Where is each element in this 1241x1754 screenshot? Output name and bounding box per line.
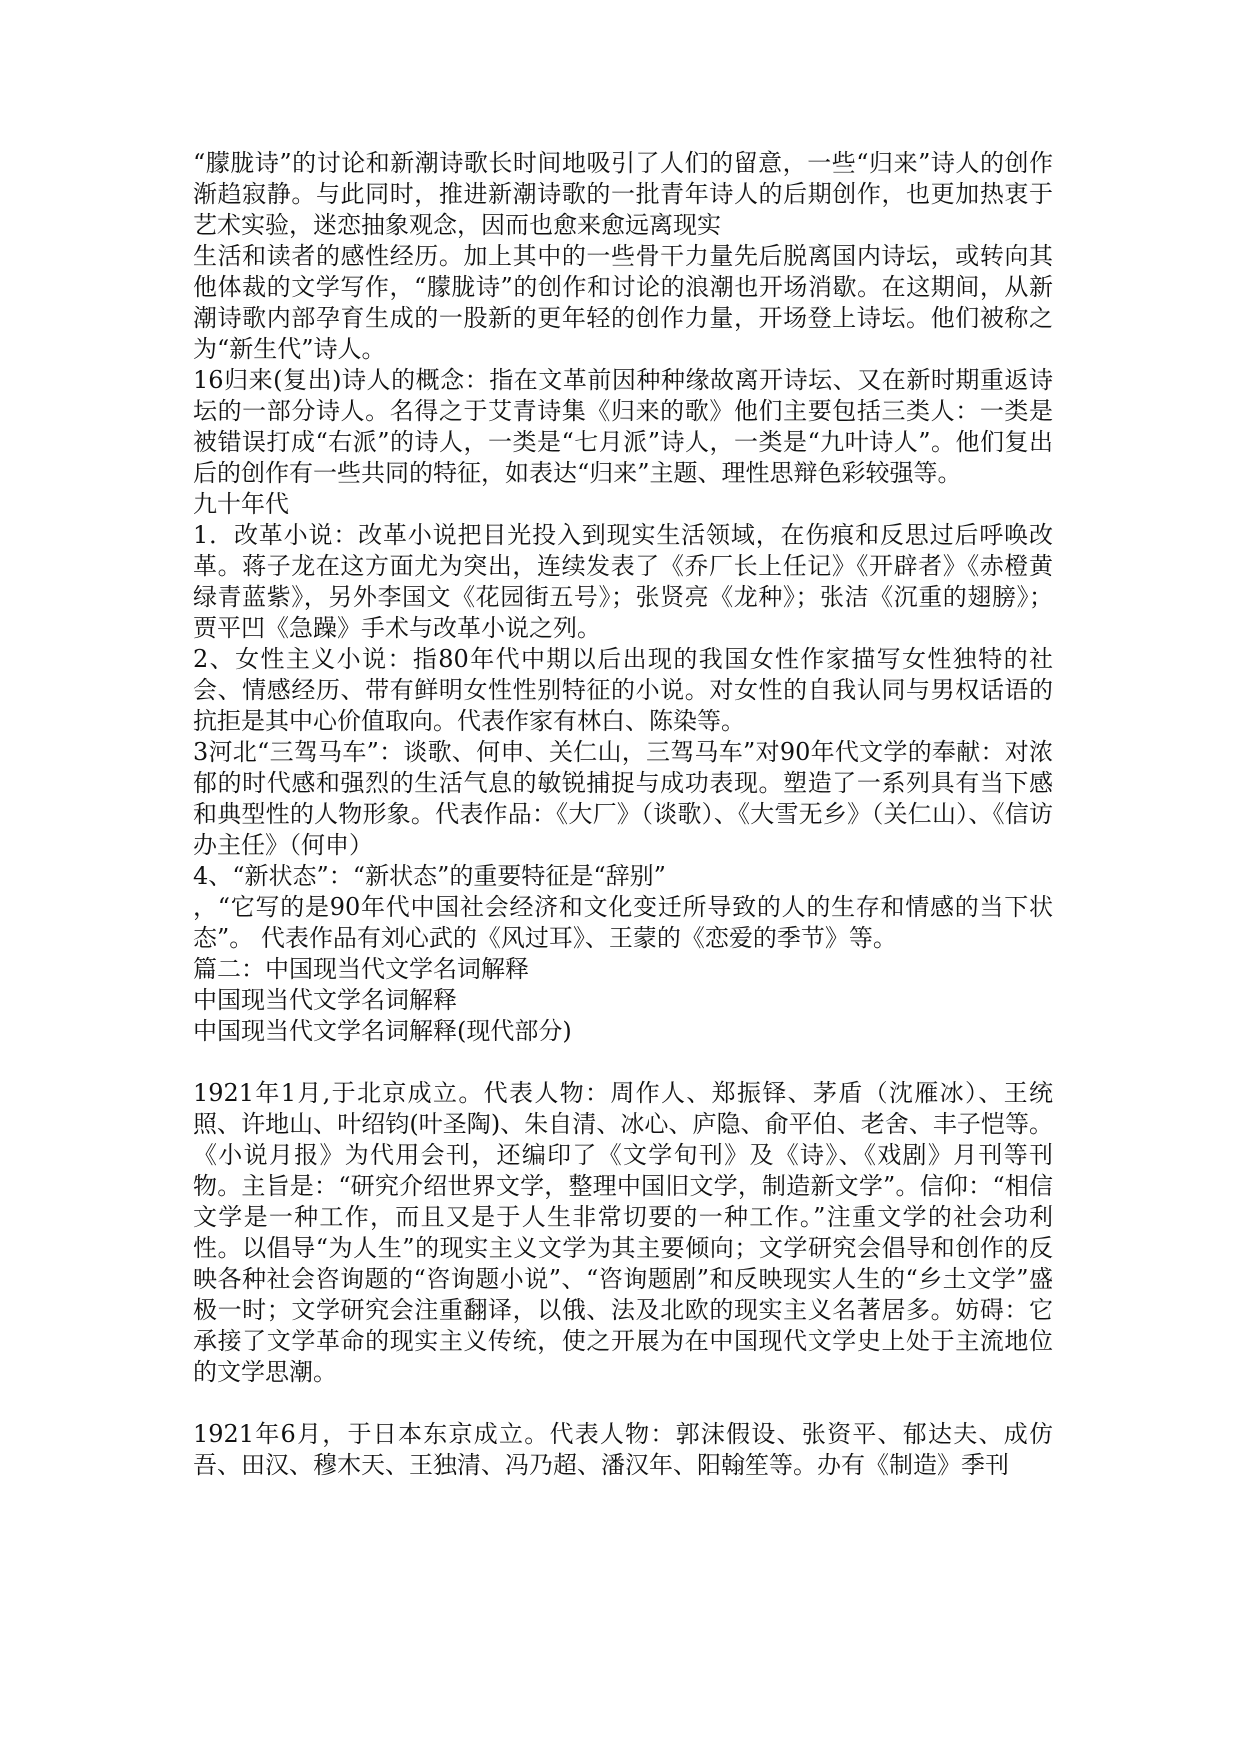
- heading-modern-section: 中国现当代文学名词解释(现代部分): [193, 1017, 572, 1045]
- blank-line: [193, 1388, 1053, 1419]
- paragraph-misty-poetry-decline: “朦胧诗”的讨论和新潮诗歌长时间地吸引了人们的留意，一些“归来”诗人的创作渐趋寂静。与此同时，推进新潮诗歌的一批青年诗人的后期创作，也更加热衷于艺术实验，迷恋抽象观念，因而也愈来愈远离现实: [193, 149, 1053, 239]
- paragraph-new-generation-poets: 生活和读者的感性经历。加上其中的一些骨干力量先后脱离国内诗坛，或转向其他体裁的文学写作，“朦胧诗”的创作和讨论的浪潮也开场消歇。在这期间，从新潮诗歌内部孕育生成的一股新的更年轻的创作力量，开场登上诗坛。他们被称之为“新生代”诗人。: [193, 242, 1053, 363]
- paragraph-new-state-title: 4、“新状态”：“新状态”的重要特征是“辞别”: [193, 862, 666, 890]
- section-heading-nineties: 九十年代: [193, 490, 289, 518]
- paragraph-new-state-body: ，“它写的是90年代中国社会经济和文化变迁所导致的人的生存和情感的当下状态”。 代表作品有刘心武的《风过耳》、王蒙的《恋爱的季节》等。: [193, 893, 1053, 952]
- document-page: [193, 148, 1053, 1481]
- paragraph-returning-poets: 16归来(复出)诗人的概念：指在文革前因种种缘故离开诗坛、又在新时期重返诗坛的一部分诗人。名得之于艾青诗集《归来的歌》他们主要包括三类人：一类是被错误打成“右派”的诗人，一类是“七月派”诗人，一类是“九叶诗人”。他们复出后的创作有一些共同的特征，如表达“归来”主题、理性思辩色彩较强等。: [193, 366, 1053, 487]
- blank-line: [193, 1047, 1053, 1078]
- heading-part-two: 篇二：中国现当代文学名词解释: [193, 955, 529, 983]
- paragraph-hebei-troika: 3河北“三驾马车”：谈歌、何申、关仁山，三驾马车”对90年代文学的奉献：对浓郁的时代感和强烈的生活气息的敏锐捕捉与成功表现。塑造了一系列具有当下感和典型性的人物形象。代表作品：《大厂》（谈歌）、《大雪无乡》（关仁山）、《信访办主任》（何申）: [193, 738, 1053, 859]
- paragraph-literary-research-society: 1921年1月,于北京成立。代表人物：周作人、郑振铎、茅盾（沈雁冰）、王统照、许地山、叶绍钧(叶圣陶)、朱自清、冰心、庐隐、俞平伯、老舍、丰子恺等。《小说月报》为代用会刊，还编印了《文学旬刊》及《诗》、《戏剧》月刊等刊物。主旨是：“研究介绍世界文学，整理中国旧文学，制造新文学”。信仰：“相信文学是一种工作，而且又是于人生非常切要的一种工作。”注重文学的社会功利性。以倡导“为人生”的现实主义文学为其主要倾向；文学研究会倡导和创作的反映各种社会咨询题的“咨询题小说”、“咨询题剧”和反映现实人生的“乡土文学”盛极一时；文学研究会注重翻译，以俄、法及北欧的现实主义名著居多。妨碍：它承接了文学革命的现实主义传统，使之开展为在中国现代文学史上处于主流地位的文学思潮。: [193, 1079, 1053, 1386]
- paragraph-feminist-fiction: 2、女性主义小说：指80年代中期以后出现的我国女性作家描写女性独特的社会、情感经历、带有鲜明女性性别特征的小说。对女性的自我认同与男权话语的抗拒是其中心价值取向。代表作家有林白、陈染等。: [193, 645, 1053, 735]
- paragraph-creation-society: 1921年6月，于日本东京成立。代表人物：郭沫假设、张资平、郁达夫、成仿吾、田汉、穆木天、王独清、冯乃超、潘汉年、阳翰笙等。办有《制造》季刊: [193, 1420, 1053, 1479]
- heading-term-explanations: 中国现当代文学名词解释: [193, 986, 457, 1014]
- paragraph-reform-fiction: 1．改革小说：改革小说把目光投入到现实生活领域，在伤痕和反思过后呼唤改革。蒋子龙在这方面尤为突出，连续发表了《乔厂长上任记》《开辟者》《赤橙黄绿青蓝紫》，另外李国文《花园街五号》；张贤亮《龙种》；张洁《沉重的翅膀》；贾平凹《急躁》手术与改革小说之列。: [193, 521, 1053, 642]
